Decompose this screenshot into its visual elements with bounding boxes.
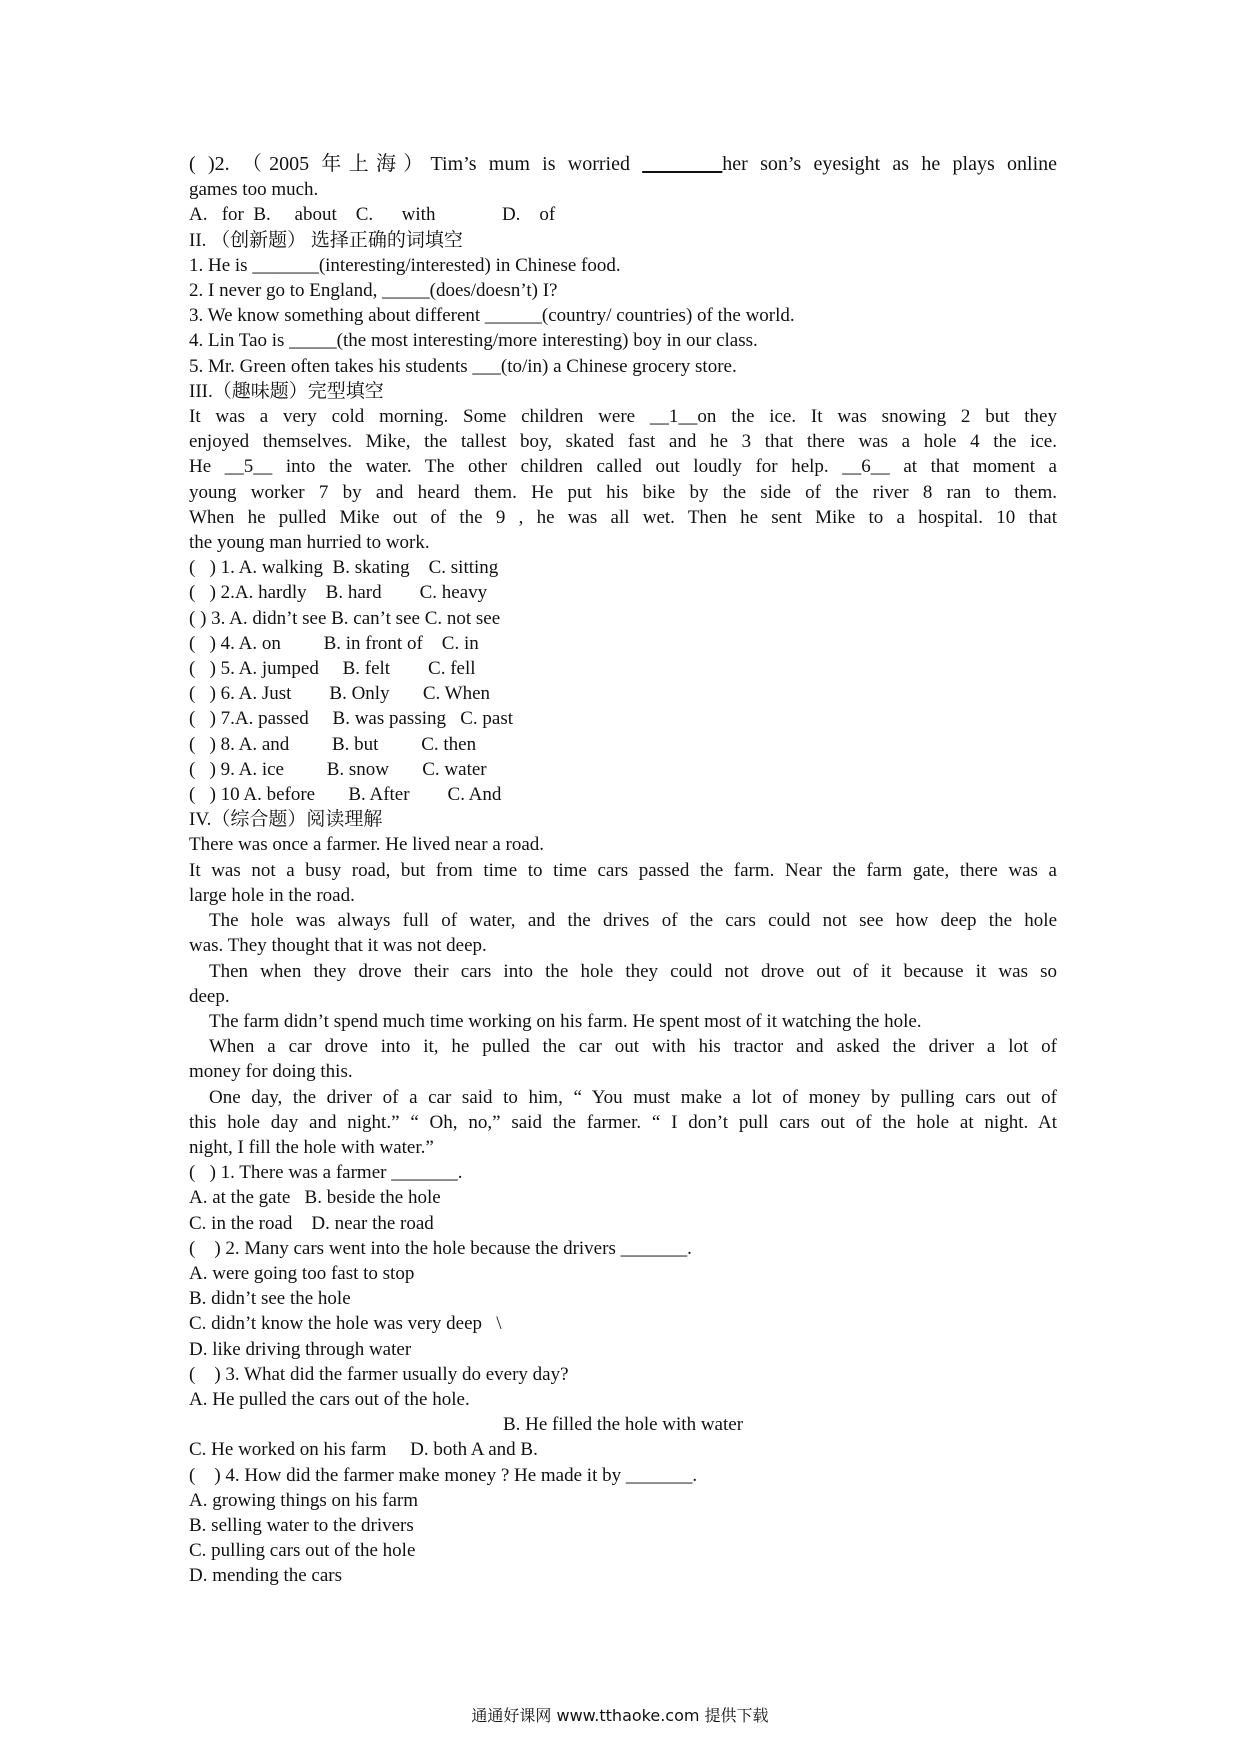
sec2-item: 2. I never go to England, _____(does/doesn’t) I? [189,280,558,302]
reading-option: A. at the gate B. beside the hole [189,1187,441,1209]
cloze-line: the young man hurried to work. [189,532,430,554]
sec2-item: 4. Lin Tao is _____(the most interesting/more interesting) boy in our class. [189,330,758,352]
q2-options: A. for B. about C. with D. of [189,204,556,226]
reading-line: One day, the driver of a car said to him, “ You must make a lot of money by pulling cars out of [209,1086,1057,1108]
reading-option: B. He filled the hole with water [502,1414,744,1436]
reading-question: ( ) 4. How did the farmer make money ? He made it by _______. [189,1464,698,1486]
worksheet-page [189,152,1057,1589]
reading-question: ( ) 3. What did the farmer usually do every day? [189,1363,569,1385]
cloze-choice: ( ) 2.A. hardly B. hard C. heavy [189,582,488,604]
cloze-choice: ( ) 1. A. walking B. skating C. sitting [189,557,499,579]
reading-line: Then when they drove their cars into the hole they could not drove out of it because it was so [209,960,1057,982]
sec2-item: 1. He is _______(interesting/interested) in Chinese food. [189,254,621,276]
reading-option: C. He worked on his farm D. both A and B. [189,1439,538,1461]
cloze-choice: ( ) 5. A. jumped B. felt C. fell [189,658,476,680]
reading-option: A. He pulled the cars out of the hole. [189,1388,470,1410]
reading-question: ( ) 2. Many cars went into the hole because the drivers _______. [189,1237,692,1259]
section-4-title: IV.（综合题）阅读理解 [189,809,383,831]
reading-line: large hole in the road. [189,884,355,906]
cloze-choice: ( ) 9. A. ice B. snow C. water [189,758,487,780]
reading-line: When a car drove into it, he pulled the car out with his tractor and asked the driver a lot of [209,1036,1057,1058]
q2-stem-end: her son’s eyesight as he plays online [722,153,1058,175]
cloze-line: enjoyed themselves. Mike, the tallest boy, skated fast and he 3 that there was a hole 4 the ice. [189,431,1057,453]
reading-option: C. pulling cars out of the hole [189,1540,416,1562]
cloze-line: young worker 7 by and heard them. He put his bike by the side of the river 8 ran to them. [189,481,1057,503]
reading-option: D. mending the cars [189,1565,343,1587]
q2-stem: ( )2. （2005 年上海）Tim’s mum is worried [189,153,643,175]
q2-blank: ________ [642,153,723,175]
cloze-choice: ( ) 7.A. passed B. was passing C. past [189,708,514,730]
reading-option: C. in the road D. near the road [189,1212,434,1234]
section-3-title: III.（趣味题）完型填空 [189,380,384,402]
reading-option: C. didn’t know the hole was very deep \ [189,1313,502,1335]
cloze-line: When he pulled Mike out of the 9 , he was all wet. Then he sent Mike to a hospital. 10 that [189,506,1057,528]
reading-line: The farm didn’t spend much time working on his farm. He spent most of it watching the hole. [209,1010,922,1032]
reading-option: A. were going too fast to stop [189,1262,415,1284]
cloze-choice: ( ) 3. A. didn’t see B. can’t see C. not see [189,607,501,629]
reading-line: It was not a busy road, but from time to time cars passed the farm. Near the farm gate, there was a [189,859,1057,881]
sec2-item: 5. Mr. Green often takes his students ___(to/in) a Chinese grocery store. [189,355,737,377]
reading-line: this hole day and night.” “ Oh, no,” said the farmer. “ I don’t pull cars out of the hole at night. At [189,1111,1057,1133]
reading-line: deep. [189,985,230,1007]
cloze-choice: ( ) 6. A. Just B. Only C. When [189,683,491,705]
reading-line: was. They thought that it was not deep. [189,935,487,957]
reading-option: D. like driving through water [189,1338,412,1360]
reading-question: ( ) 1. There was a farmer _______. [189,1162,463,1184]
reading-option: B. selling water to the drivers [189,1514,414,1536]
sec2-item: 3. We know something about different ______(country/ countries) of the world. [189,305,795,327]
page-footer: 通通好课网 www.tthaoke.com 提供下载 [471,1706,769,1725]
reading-option: A. growing things on his farm [189,1489,419,1511]
cloze-choice: ( ) 4. A. on B. in front of C. in [189,632,479,654]
section-2-title: II. （创新题） 选择正确的词填空 [189,229,463,251]
reading-line: money for doing this. [189,1061,353,1083]
q2-line2: games too much. [189,179,319,201]
cloze-line: He __5__ into the water. The other children called out loudly for help. __6__ at that moment a [189,456,1057,478]
reading-line: night, I fill the hole with water.” [189,1136,434,1158]
cloze-choice: ( ) 10 A. before B. After C. And [189,784,502,806]
reading-option: B. didn’t see the hole [189,1288,351,1310]
reading-line: There was once a farmer. He lived near a road. [189,834,545,856]
cloze-line: It was a very cold morning. Some children were __1__on the ice. It was snowing 2 but they [189,406,1057,428]
cloze-choice: ( ) 8. A. and B. but C. then [189,733,477,755]
reading-line: The hole was always full of water, and the drives of the cars could not see how deep the hole [209,910,1057,932]
q2-line1 [189,152,1057,177]
